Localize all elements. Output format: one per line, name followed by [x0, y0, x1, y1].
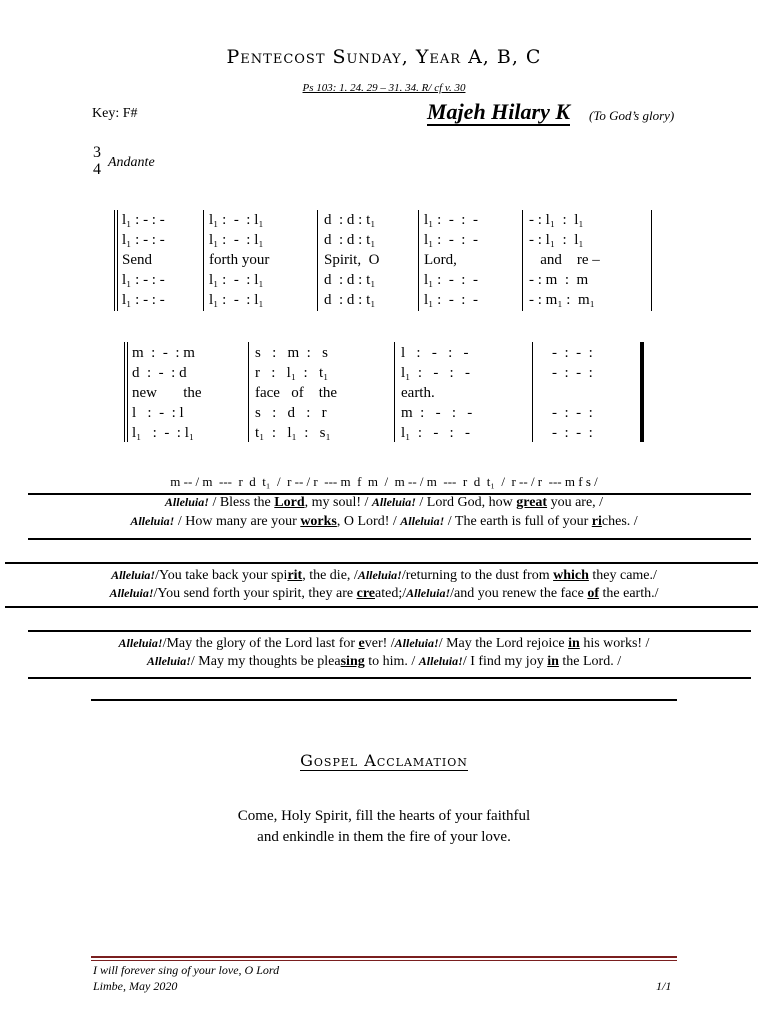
accent-syllable: great	[516, 495, 548, 510]
alto-notes: - : - :	[552, 365, 593, 381]
gospel-line-2: and enkindle in them the fire of your love.	[257, 829, 511, 845]
lyric: Lord,	[424, 252, 457, 268]
verse-text: / May the Lord rejoice	[438, 636, 569, 651]
verse-text: /May the glory of the Lord last for	[162, 636, 359, 651]
verse-text: ated;/	[375, 586, 407, 601]
verse-text: / May my thoughts be plea	[190, 654, 341, 669]
bass-notes: - : m₁ : m₁	[529, 292, 595, 308]
tenor-notes: d : d : t₁	[324, 272, 376, 288]
verse-text: /You take back your spi	[155, 568, 288, 583]
verse-text: the Lord. /	[558, 654, 622, 669]
bass-notes: l₁ : - : l₁	[209, 292, 264, 308]
alto-notes: l₁ : - : l₁	[209, 232, 264, 248]
measure	[324, 210, 379, 310]
tenor-notes: l₁ : - : -	[122, 272, 165, 288]
measure	[529, 210, 600, 310]
barline	[532, 342, 533, 442]
soprano-notes: - : l₁ : l₁	[529, 212, 584, 228]
time-signature	[93, 144, 101, 178]
accent-syllable: in	[568, 636, 580, 651]
soprano-notes: l₁ : - : -	[424, 212, 478, 228]
gospel-acclamation-title	[0, 751, 768, 770]
accent-syllable: ri	[591, 514, 602, 529]
verse-2-line-1	[0, 568, 768, 584]
footer-place-date: Limbe, May 2020	[93, 979, 178, 993]
barline	[418, 210, 419, 311]
verse-1-line-2	[0, 514, 768, 530]
measure	[132, 343, 202, 443]
divider	[5, 606, 758, 608]
bass-notes: l₁ : - : -	[424, 292, 478, 308]
accent-syllable: which	[553, 568, 589, 583]
lyric: forth your	[209, 252, 270, 268]
barline	[394, 342, 395, 442]
psalm-tone-solfa: m -- / m --- r d t₁ / r -- / r --- m f m / m -- / m --- r d t₁ / r -- / r --- m f s /	[170, 474, 598, 489]
verse-2-line-2	[0, 586, 768, 602]
barline	[127, 342, 128, 442]
verse-text: / I find my joy	[462, 654, 548, 669]
verse-text: / How many are your	[177, 514, 301, 529]
alleluia-label: Alleluia!	[111, 568, 156, 582]
soprano-notes: l₁ : - : -	[122, 212, 165, 228]
alto-notes: - : l₁ : l₁	[529, 232, 584, 248]
verse-3-line-2	[0, 654, 768, 670]
alleluia-label: Alleluia!	[130, 514, 175, 528]
composer-signature: Majeh Hilary K	[427, 99, 571, 124]
tempo-marking: Andante	[108, 155, 155, 170]
verse-text: ches. /	[601, 514, 638, 529]
alto-notes: l₁ : - : -	[424, 232, 478, 248]
barline	[203, 210, 204, 311]
soprano-notes: m : - : m	[132, 345, 195, 361]
alleluia-label: Alleluia!	[146, 654, 191, 668]
time-sig-top: 3	[93, 144, 101, 161]
accent-syllable: e	[358, 636, 365, 651]
bass-notes: t₁ : l₁ : s₁	[255, 425, 331, 441]
soprano-notes: s : m : s	[255, 345, 328, 361]
verse-text: /and you renew the face	[450, 586, 588, 601]
page-number: 1/1	[656, 979, 672, 993]
barline	[124, 342, 125, 442]
lyric: Spirit, O	[324, 252, 380, 268]
soprano-notes: d : d : t₁	[324, 212, 376, 228]
bass-notes: d : d : t₁	[324, 292, 376, 308]
verse-text: , O Lord! /	[336, 514, 401, 529]
alleluia-label: Alleluia!	[371, 495, 416, 509]
accent-syllable: sing	[340, 654, 365, 669]
verse-1-line-1	[0, 495, 768, 511]
alleluia-label: Alleluia!	[118, 636, 163, 650]
verse-text: / Lord God, how	[419, 495, 517, 510]
gospel-line-1: Come, Holy Spirit, fill the hearts of your faithful	[237, 808, 531, 824]
barline	[117, 210, 118, 311]
footer-rule	[91, 960, 677, 961]
alto-notes: d : - : d	[132, 365, 187, 381]
final-barline	[640, 342, 644, 442]
measure	[401, 343, 472, 443]
lyric: Send	[122, 252, 152, 268]
accent-syllable: works	[300, 514, 337, 529]
divider	[5, 562, 758, 564]
time-sig-bottom: 4	[93, 161, 101, 178]
verse-text: to him. /	[364, 654, 419, 669]
lyric: face of the	[255, 385, 338, 401]
measure	[552, 343, 593, 443]
key-signature: Key: F#	[92, 106, 138, 121]
accent-syllable: of	[587, 586, 600, 601]
lyric	[552, 383, 593, 403]
divider	[28, 677, 751, 679]
alto-notes: l₁ : - : -	[122, 232, 165, 248]
verse-text: /returning to the dust from	[401, 568, 554, 583]
verse-text: the earth./	[599, 586, 659, 601]
verse-text: they came./	[588, 568, 657, 583]
gospel-title-text: Gospel Acclamation	[300, 751, 468, 770]
verse-text: / Bless the	[212, 495, 275, 510]
footer-rule	[91, 956, 677, 958]
verse-text: you are, /	[547, 495, 604, 510]
measure	[424, 210, 478, 310]
accent-syllable: rit	[287, 568, 303, 583]
verse-text: his works! /	[579, 636, 650, 651]
tenor-notes: m : - : -	[401, 405, 473, 421]
alleluia-label: Alleluia!	[357, 568, 402, 582]
alleluia-label: Alleluia!	[418, 654, 463, 668]
alleluia-label: Alleluia!	[109, 586, 154, 600]
alleluia-label: Alleluia!	[406, 586, 451, 600]
measure	[255, 343, 337, 443]
verse-text: , the die, /	[302, 568, 358, 583]
gospel-acclamation-text	[0, 806, 768, 848]
alto-notes: d : d : t₁	[324, 232, 376, 248]
psalm-reference: Ps 103: 1. 24. 29 – 31. 34. R/ cf v. 30	[302, 82, 466, 94]
tenor-notes: l₁ : - : l₁	[209, 272, 264, 288]
barline	[522, 210, 523, 311]
bass-notes: - : - :	[552, 425, 593, 441]
accent-syllable: cre	[356, 586, 375, 601]
verse-text: / The earth is full of your	[447, 514, 592, 529]
verse-3-line-1	[0, 636, 768, 652]
measure	[209, 210, 269, 310]
accent-syllable: in	[547, 654, 559, 669]
section-divider	[91, 699, 677, 701]
tenor-notes: l : - : l	[132, 405, 184, 421]
tenor-notes: l₁ : - : -	[424, 272, 478, 288]
soprano-notes: l : - : -	[401, 345, 469, 361]
alto-notes: l₁ : - : -	[401, 365, 470, 381]
soprano-notes: - : - :	[552, 345, 593, 361]
dedication: (To God’s glory)	[589, 108, 675, 123]
measure	[122, 210, 165, 310]
tenor-notes: s : d : r	[255, 405, 327, 421]
lyric: earth.	[401, 385, 435, 401]
alleluia-label: Alleluia!	[164, 495, 209, 509]
lyric: and re –	[529, 252, 600, 268]
bass-notes: l₁ : - : -	[401, 425, 470, 441]
verse-text: , my soul! /	[304, 495, 372, 510]
alto-notes: r : l₁ : t₁	[255, 365, 329, 381]
verse-text: /You send forth your spirit, they are	[153, 586, 357, 601]
alleluia-label: Alleluia!	[400, 514, 445, 528]
barline	[317, 210, 318, 311]
footer-motto: I will forever sing of your love, O Lord	[93, 963, 280, 977]
barline	[651, 210, 652, 311]
tenor-notes: - : m : m	[529, 272, 589, 288]
lyric: new the	[132, 385, 202, 401]
alleluia-label: Alleluia!	[394, 636, 439, 650]
verse-text: ver! /	[364, 636, 395, 651]
bass-notes: l₁ : - : -	[122, 292, 165, 308]
barline	[114, 210, 115, 311]
divider	[28, 630, 751, 632]
barline	[248, 342, 249, 442]
divider	[28, 538, 751, 540]
tenor-notes: - : - :	[552, 405, 593, 421]
bass-notes: l₁ : - : l₁	[132, 425, 195, 441]
soprano-notes: l₁ : - : l₁	[209, 212, 264, 228]
accent-syllable: Lord	[274, 495, 305, 510]
page-title: Pentecost Sunday, Year A, B, C	[226, 46, 542, 68]
